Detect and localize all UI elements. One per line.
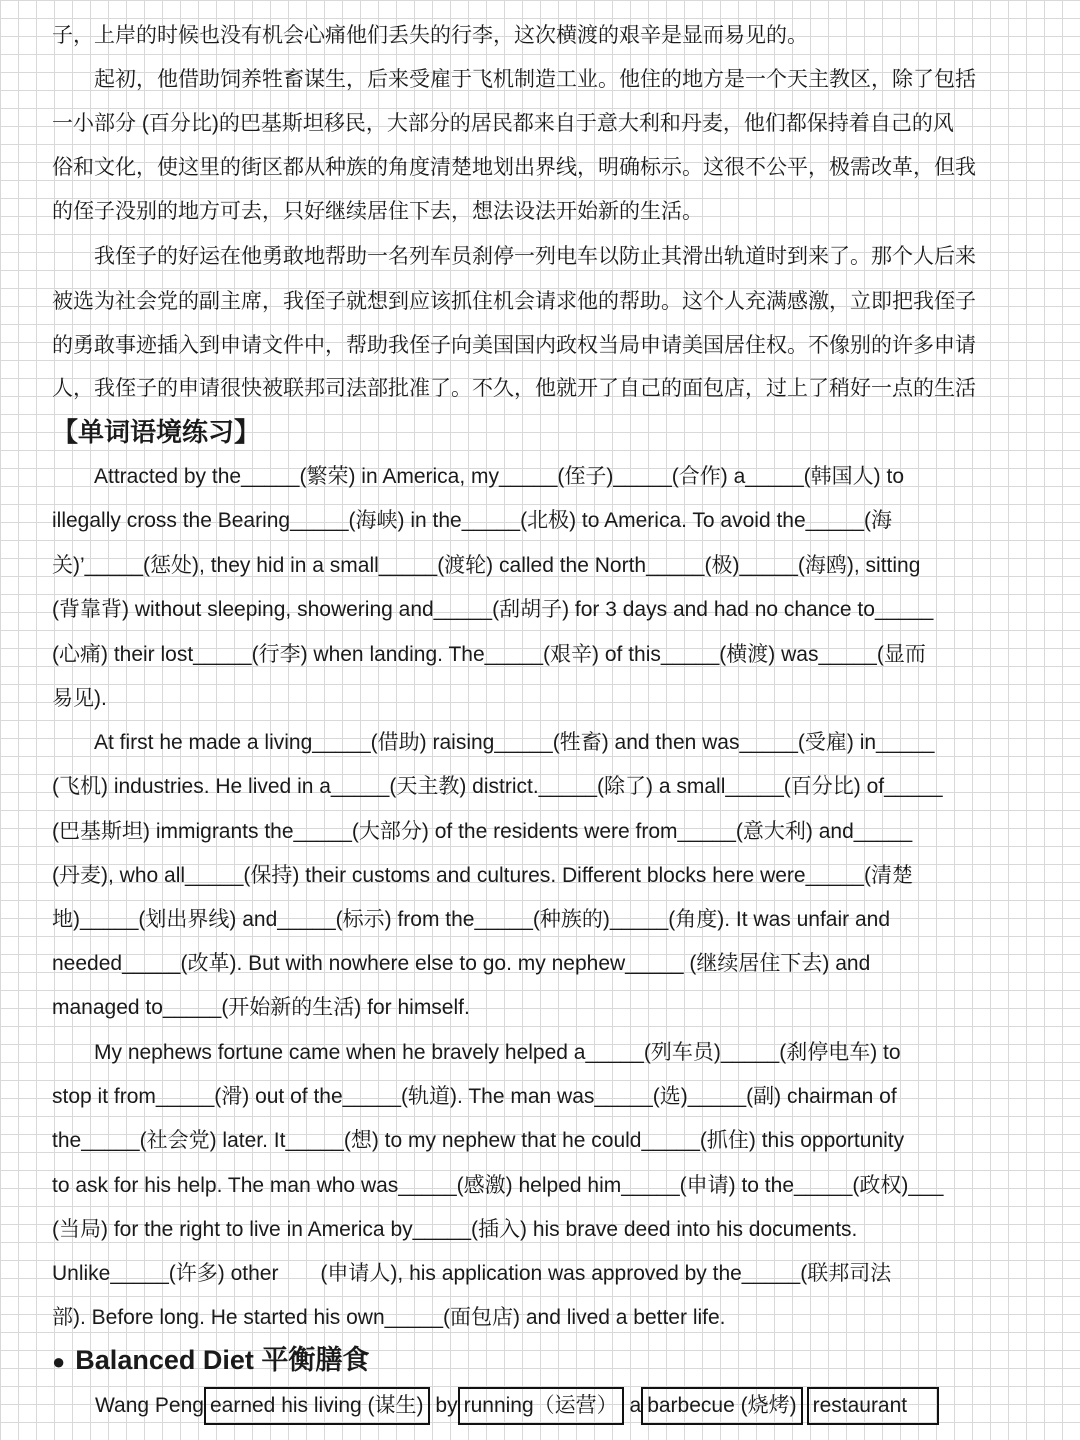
phrase-box: earned his living (谋生) [204,1387,430,1425]
section-title-text: Balanced Diet 平衡膳食 [75,1345,370,1375]
text-line: 俗和文化，使这里的街区都从种族的角度清楚地划出界线，明确标示。这很不公平，极需改革，但我 [52,156,976,179]
phrase-connector: by [435,1394,458,1417]
exercise-line: (丹麦), who all_____(保持) their customs and cultures. Different blocks here were_____(清楚 [52,864,913,887]
exercise-line: stop it from_____(滑) out of the_____(轨道). The man was_____(选)_____(副) chairman of [52,1085,897,1108]
exercise-line: (当局) for the right to live in America by_____(插入) his brave deed into his documents. [52,1218,858,1241]
section-title [52,1338,369,1384]
text-line: 被选为社会党的副主席，我侄子就想到应该抓住机会请求他的帮助。这个人充满感激，立即把我侄子 [52,290,976,313]
exercise-line: (心痛) their lost_____(行李) when landing. The_____(艰辛) of this_____(横渡) was_____(显而 [52,643,926,666]
phrase-box: barbecue (烧烤) [641,1387,802,1425]
exercise-heading: 【单词语境练习】 [52,417,261,447]
text-line: 子，上岸的时候也没有机会心痛他们丢失的行李，这次横渡的艰辛是显而易见的。 [52,24,808,47]
exercise-line: 地)_____(划出界线) and_____(标示) from the_____(种族的)_____(角度). It was unfair and [52,908,891,931]
exercise-line: the_____(社会党) later. It_____(想) to my nephew that he could_____(抓住) this opportunity [52,1129,905,1152]
exercise-line: At first he made a living_____(借助) raising_____(牲畜) and then was_____(受雇) in_____ [52,731,935,754]
exercise-line: needed_____(改革). But with nowhere else to go. my nephew_____ (继续居住下去) and [52,952,871,975]
exercise-line: Unlike_____(许多) other (申请人), his application was approved by the_____(联邦司法 [52,1262,892,1285]
bullet-icon: ● [52,1349,66,1374]
text-line: 起初，他借助饲养牲畜谋生，后来受雇于飞机制造工业。他住的地方是一个天主教区，除了包括 [52,68,976,91]
exercise-line: (背靠背) without sleeping, showering and_____(刮胡子) for 3 days and had no chance to_____ [52,598,934,621]
phrase-line [95,1386,939,1426]
phrase-box: running（运营） [458,1387,624,1425]
exercise-line: 关)’_____(惩处), they hid in a small_____(渡轮) called the North_____(极)_____(海鸥), sitting [52,554,921,577]
exercise-line: managed to_____(开始新的生活) for himself. [52,996,470,1019]
text-line: 一小部分 (百分比)的巴基斯坦移民，大部分的居民都来自于意大利和丹麦，他们都保持着自己的风 [52,112,954,135]
text-line: 我侄子的好运在他勇敢地帮助一名列车员刹停一列电车以防止其滑出轨道时到来了。那个人后来 [52,245,976,268]
exercise-line: My nephews fortune came when he bravely helped a_____(列车员)_____(刹停电车) to [52,1041,901,1064]
exercise-line: (巴基斯坦) immigrants the_____(大部分) of the residents were from_____(意大利) and_____ [52,820,913,843]
exercise-line: Attracted by the_____(繁荣) in America, my_____(侄子)_____(合作) a_____(韩国人) to [52,465,905,488]
exercise-line: 易见). [52,687,107,710]
phrase-connector: a [629,1394,642,1417]
text-line: 的勇敢事迹插入到申请文件中，帮助我侄子向美国国内政权当局申请美国居住权。不像别的许多申请 [52,334,976,357]
exercise-line: (飞机) industries. He lived in a_____(天主教) district._____(除了) a small_____(百分比) of_____ [52,775,943,798]
exercise-line: illegally cross the Bearing_____(海峡) in the_____(北极) to America. To avoid the_____(海 [52,509,893,532]
text-line: 的侄子没别的地方可去，只好继续居住下去，想法设法开始新的生活。 [52,200,703,223]
phrase-prefix: Wang Peng [95,1394,204,1417]
exercise-line: 部). Before long. He started his own_____(面包店) and lived a better life. [52,1306,726,1329]
exercise-line: to ask for his help. The man who was_____(感激) helped him_____(申请) to the_____(政权)___ [52,1174,944,1197]
phrase-box: restaurant [807,1387,939,1425]
text-line: 人，我侄子的申请很快被联邦司法部批准了。不久，他就开了自己的面包店，过上了稍好一点的生活 [52,377,976,400]
